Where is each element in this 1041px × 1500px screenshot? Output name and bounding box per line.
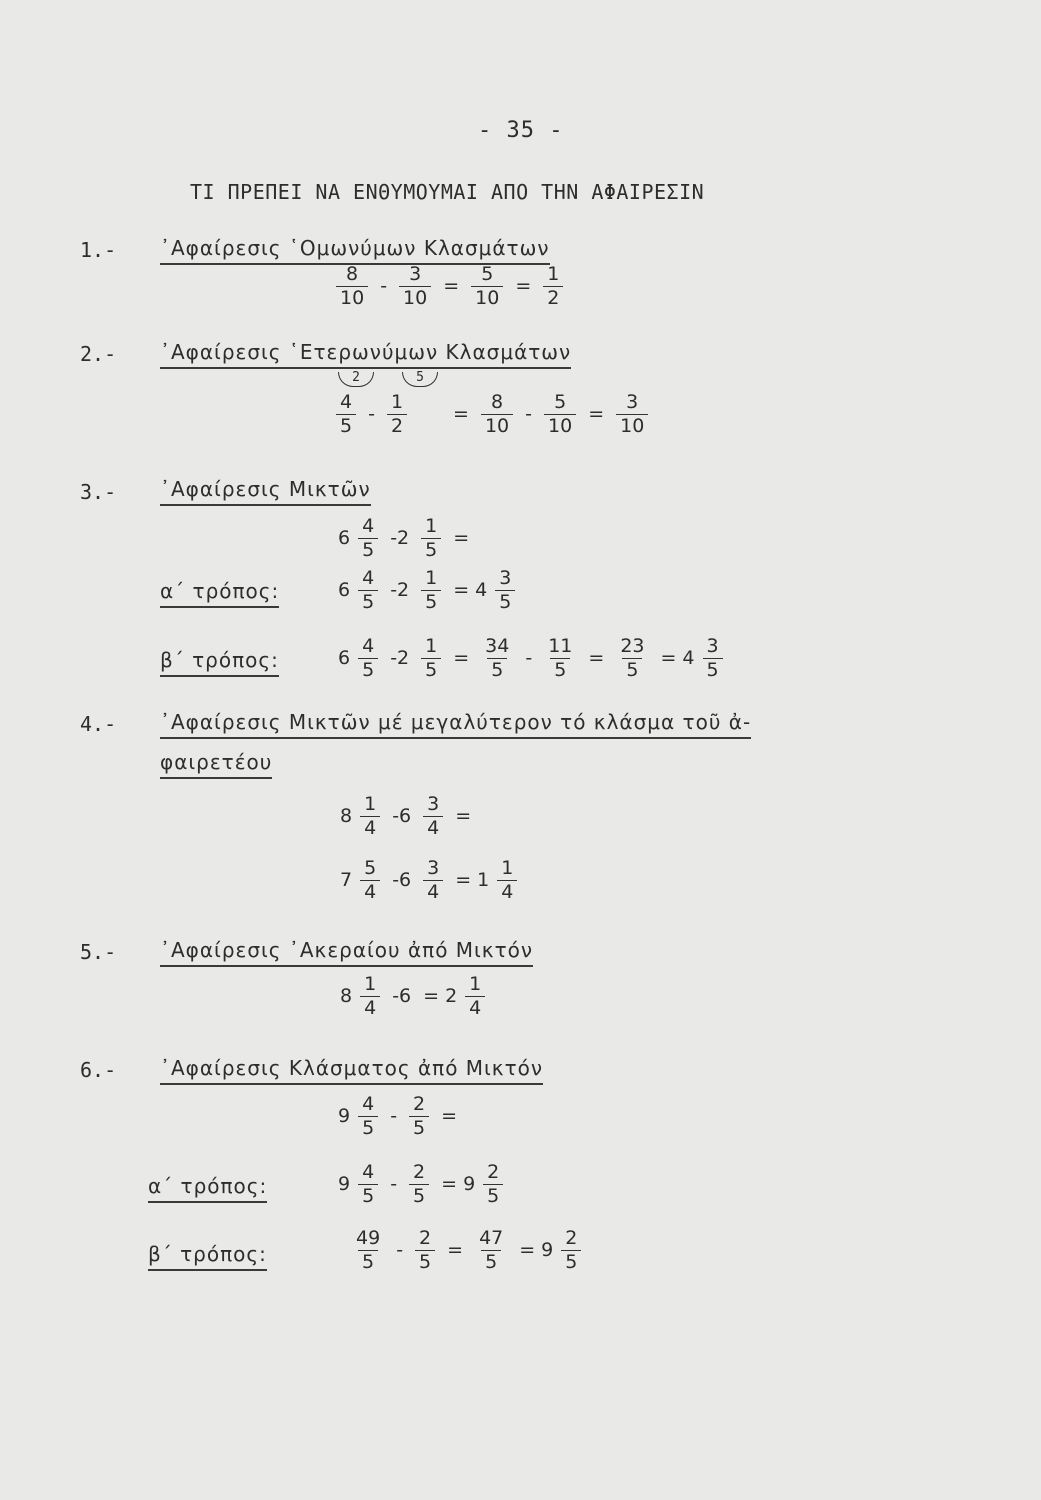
section-3-equation-1: 6 $\frac{4}{5}$ -2 $\frac{1}{5}$ = [338, 515, 470, 561]
fraction: $\frac{3}{10}$ [399, 264, 431, 309]
section-3-equation-2: 6 $\frac{4}{5}$ -2 $\frac{1}{5}$ = 4 $\frac{3}{5}$ [338, 568, 521, 613]
fraction: $\frac{4}{5}$ [358, 1094, 378, 1139]
section-6-equation-3: $\frac{49}{5}$ - $\frac{2}{5}$ = $\frac{47}{5}$ = 9 $\frac{2}{5}$ [346, 1228, 587, 1273]
fraction: $\frac{1}{5}$ [421, 516, 441, 561]
fraction: $\frac{11}{5}$ [548, 635, 573, 681]
fraction: $\frac{8}{10}$ [481, 392, 513, 437]
fraction: $\frac{1}{4}$ [360, 974, 380, 1019]
fraction: $\frac{2}{5}$ [561, 1228, 581, 1273]
fraction: $\frac{1}{2}$ [543, 264, 563, 309]
fraction: $\frac{3}{4}$ [423, 858, 443, 903]
fraction: $\frac{1}{4}$ [360, 794, 380, 839]
fraction: $\frac{5}{10}$ [544, 392, 576, 437]
fraction: $\frac{49}{5}$ [356, 1227, 381, 1273]
page-title: ΤΙ ΠΡΕΠΕΙ ΝΑ ΕΝΘΥΜΟΥΜΑΙ ΑΠΟ ΤΗΝ ΑΦΑΙΡΕΣΙΝ [190, 180, 705, 204]
section-6-heading: ᾿Αφαίρεσις Κλάσματος ἀπό Μικτόν [160, 1056, 543, 1085]
fraction: $\frac{47}{5}$ [479, 1227, 504, 1273]
fraction: $\frac{3}{5}$ [703, 636, 723, 681]
section-3-equation-3: 6 $\frac{4}{5}$ -2 $\frac{1}{5}$ = $\frac{34}{5}$ - $\frac{11}{5}$ = $\frac{23}{5}$ = 4 $\frac{3}{5}$ [338, 636, 729, 681]
section-4-heading-continued: φαιρετέου [160, 750, 272, 779]
fraction: $\frac{2}{5}$ [409, 1094, 429, 1139]
section-4-equation-1: 8 $\frac{1}{4}$ -6 $\frac{3}{4}$ = [340, 793, 472, 839]
section-2-equation: $\frac{4}{5}$ - $\frac{1}{2}$ = $\frac{8}{10}$ - $\frac{5}{10}$ = $\frac{3}{10}$ [330, 392, 654, 437]
method-a-label: α΄ τρόπος: [148, 1174, 267, 1203]
fraction: $\frac{4}{5}$ [358, 636, 378, 681]
section-5-number: 5.- [80, 940, 117, 964]
fraction: $\frac{1}{5}$ [421, 636, 441, 681]
section-1-equation: $\frac{8}{10}$ - $\frac{3}{10}$ = $\frac{5}{10}$ = $\frac{1}{2}$ [330, 264, 569, 309]
section-3-number: 3.- [80, 480, 117, 504]
section-6-equation-2: 9 $\frac{4}{5}$ - $\frac{2}{5}$ = 9 $\frac{2}{5}$ [338, 1162, 509, 1207]
fraction: $\frac{2}{5}$ [409, 1162, 429, 1207]
section-6-number: 6.- [80, 1058, 117, 1082]
fraction: $\frac{5}{4}$ [360, 858, 380, 903]
fraction: $\frac{1}{4}$ [465, 974, 485, 1019]
section-2-number: 2.- [80, 342, 117, 366]
fraction: $\frac{1}{5}$ [421, 568, 441, 613]
fraction: $\frac{34}{5}$ [485, 635, 510, 681]
fraction: $\frac{3}{10}$ [616, 392, 648, 437]
section-4-number: 4.- [80, 712, 117, 736]
fraction: $\frac{4}{5}$ [358, 516, 378, 561]
method-b-label: β΄ τρόπος: [148, 1242, 267, 1271]
page-number: - 35 - [478, 118, 564, 143]
fraction: $\frac{4}{5}$ [358, 568, 378, 613]
section-4-equation-2: 7 $\frac{5}{4}$ -6 $\frac{3}{4}$ = 1 $\frac{1}{4}$ [340, 858, 523, 903]
fraction: $\frac{2}{5}$ [415, 1228, 435, 1273]
fraction: $\frac{2}{5}$ [483, 1162, 503, 1207]
fraction: $\frac{1}{2}$ [387, 392, 407, 437]
fraction: $\frac{3}{5}$ [495, 568, 515, 613]
fraction: $\frac{8}{10}$ [336, 264, 368, 309]
section-3-heading: ᾿Αφαίρεσις Μικτῶν [160, 477, 371, 506]
section-1-number: 1.- [80, 238, 117, 262]
method-b-label: β΄ τρόπος: [160, 648, 279, 677]
fraction: $\frac{23}{5}$ [620, 635, 645, 681]
fraction: $\frac{5}{10}$ [471, 264, 503, 309]
section-1-heading: ᾿Αφαίρεσις ῾Ομωνύμων Κλασμάτων [160, 236, 550, 265]
fraction: $\frac{4}{5}$ [336, 392, 356, 437]
section-5-equation: 8 $\frac{1}{4}$ -6 = 2 $\frac{1}{4}$ [340, 974, 491, 1019]
section-2-heading: ᾿Αφαίρεσις ῾Ετερωνύμων Κλασμάτων [160, 340, 571, 369]
multiplier-arc: 2 [338, 372, 374, 387]
multiplier-arc: 5 [402, 372, 438, 387]
fraction: $\frac{1}{4}$ [497, 858, 517, 903]
method-a-label: α΄ τρόπος: [160, 579, 279, 608]
section-6-equation-1: 9 $\frac{4}{5}$ - $\frac{2}{5}$ = [338, 1093, 458, 1139]
section-4-heading: ᾿Αφαίρεσις Μικτῶν μέ μεγαλύτερον τό κλάσμα τοῦ ἀ- [160, 710, 751, 739]
fraction: $\frac{4}{5}$ [358, 1162, 378, 1207]
fraction: $\frac{3}{4}$ [423, 794, 443, 839]
section-5-heading: ᾿Αφαίρεσις ᾿Ακεραίου ἀπό Μικτόν [160, 938, 533, 967]
